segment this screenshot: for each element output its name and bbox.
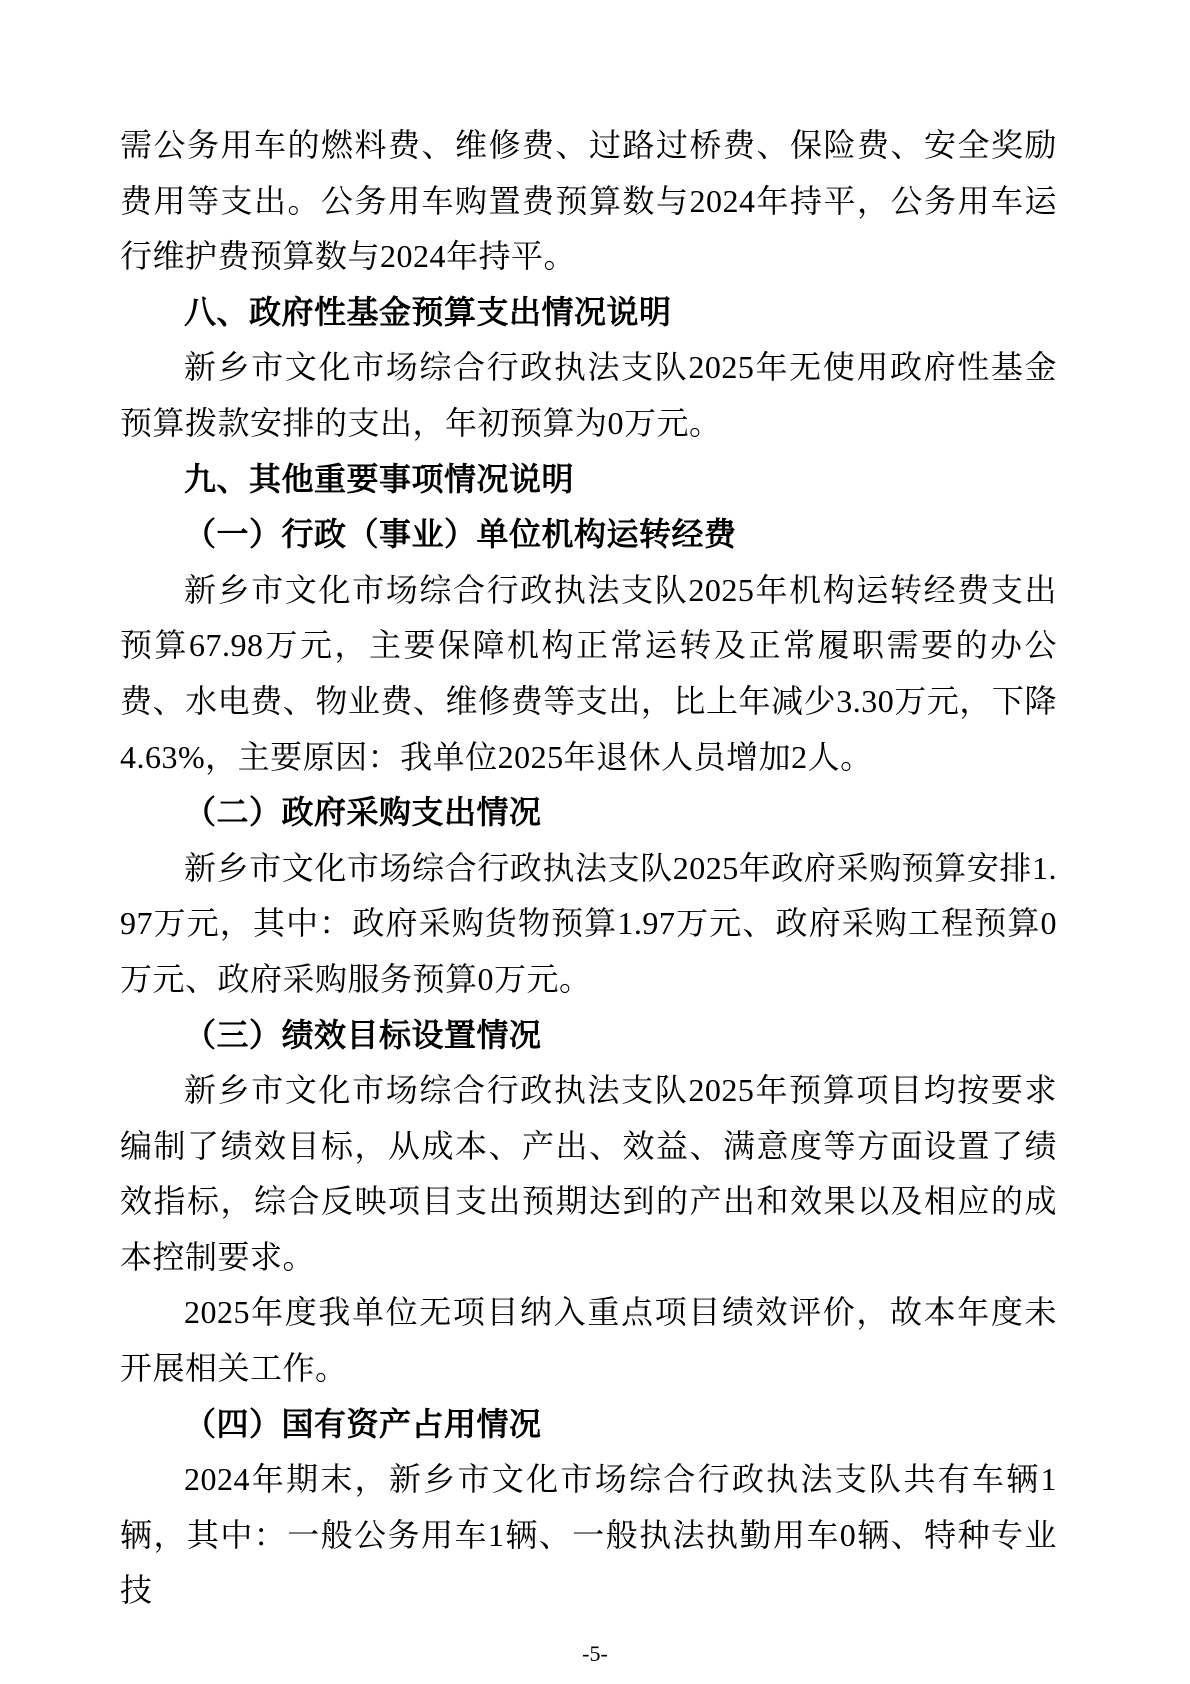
- subheading-9-1-operating-funds: （一）行政（事业）单位机构运转经费: [184, 516, 737, 553]
- heading-section-8-govfund: 八、政府性基金预算支出情况说明: [184, 293, 672, 330]
- subheading-9-4-state-assets: （四）国有资产占用情况: [184, 1405, 542, 1442]
- subheading-9-2-procurement: （二）政府采购支出情况: [184, 794, 542, 831]
- para-state-assets-vehicles: 2024年期末，新乡市文化市场综合行政执法支队共有车辆1辆，其中：一般公务用车1辆、一般执法执勤用车0辆、特种专业技: [120, 1461, 1057, 1609]
- document-content: [120, 118, 1057, 1619]
- page-number: -5-: [582, 1641, 608, 1666]
- para-performance-evaluation: 2025年度我单位无项目纳入重点项目绩效评价，故本年度未开展相关工作。: [120, 1294, 1057, 1387]
- para-performance-goals: 新乡市文化市场综合行政执法支队2025年预算项目均按要求编制了绩效目标，从成本、产出、效益、满意度等方面设置了绩效指标，综合反映项目支出预期达到的产出和效果以及相应的成本控制要求。: [120, 1072, 1057, 1275]
- para-vehicle-expense-continued: 需公务用车的燃料费、维修费、过路过桥费、保险费、安全奖励费用等支出。公务用车购置费预算数与2024年持平，公务用车运行维护费预算数与2024年持平。: [120, 127, 1057, 275]
- para-procurement-budget: 新乡市文化市场综合行政执法支队2025年政府采购预算安排1.97万元，其中：政府采购货物预算1.97万元、政府采购工程预算0万元、政府采购服务预算0万元。: [120, 849, 1057, 997]
- para-operating-expense: 新乡市文化市场综合行政执法支队2025年机构运转经费支出预算67.98万元，主要保障机构正常运转及正常履职需要的办公费、水电费、物业费、维修费等支出，比上年减少3.30万元，下降4.63%，主要原因：我单位2025年退休人员增加2人。: [120, 571, 1057, 775]
- heading-section-9-other-matters: 九、其他重要事项情况说明: [184, 460, 575, 497]
- para-govfund-budget: 新乡市文化市场综合行政执法支队2025年无使用政府性基金预算拨款安排的支出，年初预算为0万元。: [120, 349, 1057, 441]
- subheading-9-3-performance-goals: （三）绩效目标设置情况: [184, 1016, 542, 1053]
